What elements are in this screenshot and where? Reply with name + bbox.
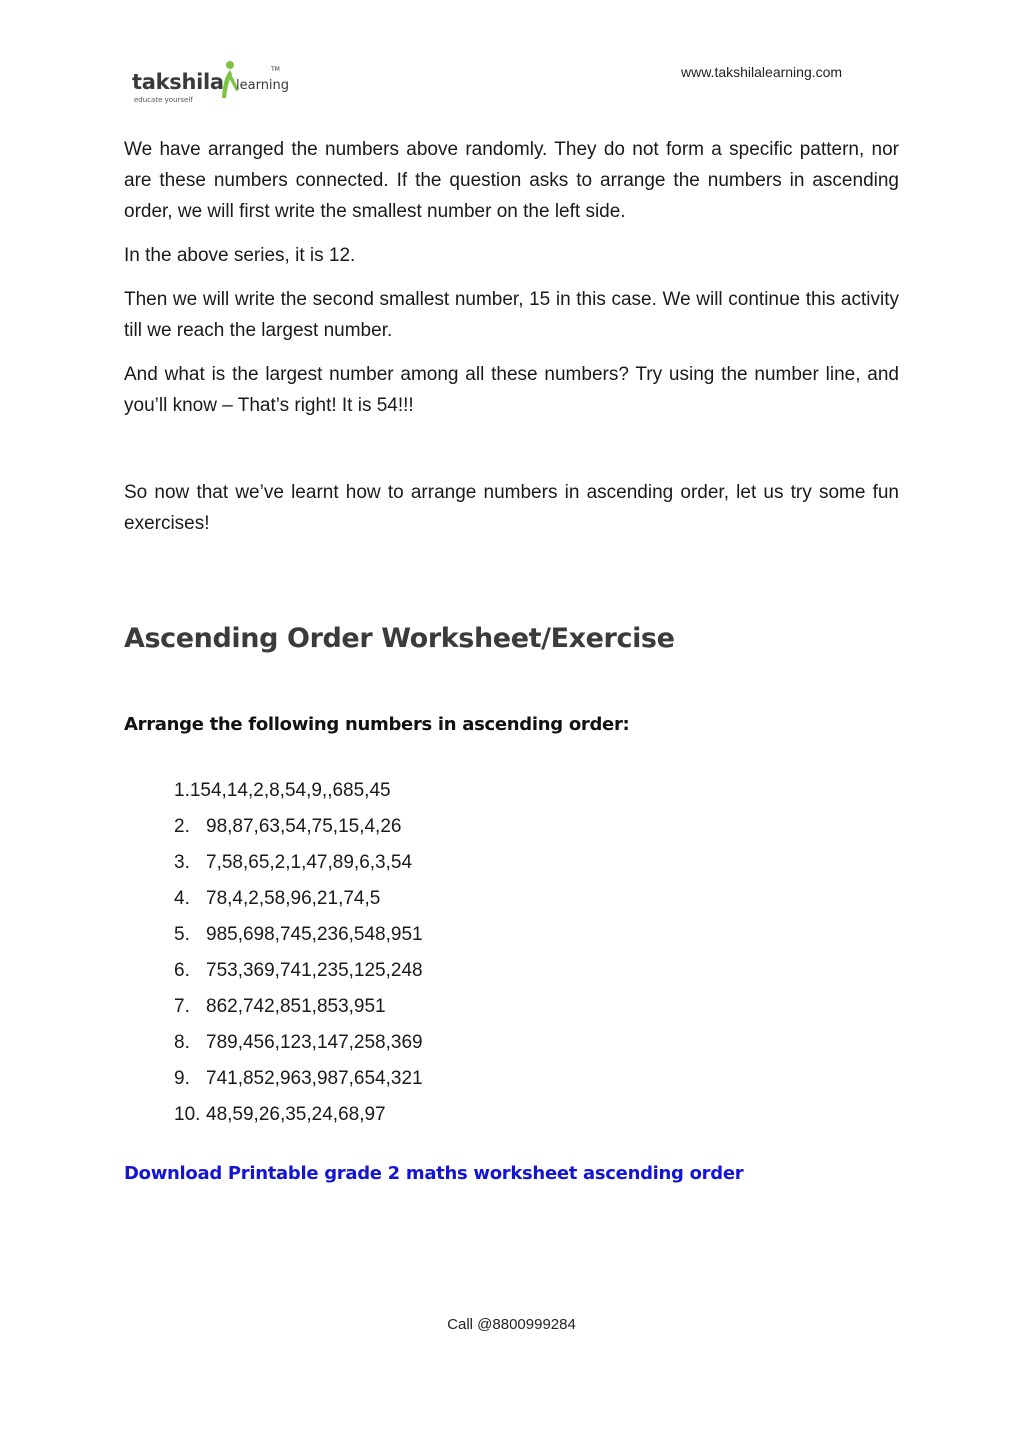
paragraph-smallest: In the above series, it is 12. [124, 245, 356, 266]
exercise-number: 3. [174, 852, 190, 873]
list-item [174, 1025, 899, 1061]
list-item [174, 953, 899, 989]
exercise-number: 9. [174, 1068, 190, 1089]
footer-contact: Call @8800999284 [447, 1316, 576, 1333]
logo-product-text: learning [236, 78, 290, 93]
exercise-number: 10. [174, 1104, 201, 1125]
download-worksheet-link[interactable]: Download Printable grade 2 maths worksheet ascending order [124, 1163, 744, 1184]
list-item [174, 845, 899, 881]
list-item [174, 1097, 899, 1133]
exercise-number: 7. [174, 996, 190, 1017]
exercise-numbers: 98,87,63,54,75,15,4,26 [206, 816, 402, 837]
paragraph-transition: So now that we’ve learnt how to arrange numbers in ascending order, let us try some fun exercises! [124, 482, 899, 534]
paragraph-second-smallest: Then we will write the second smallest number, 15 in this case. We will continue this activity till we reach the largest number. [124, 289, 899, 341]
list-item [174, 809, 899, 845]
list-item [174, 881, 899, 917]
exercise-number: 6. [174, 960, 190, 981]
paragraph-largest: And what is the largest number among all these numbers? Try using the number line, and you’ll know – That’s right! It is 54!!! [124, 364, 899, 416]
paragraph-intro: We have arranged the numbers above randomly. They do not form a specific pattern, nor are these numbers connected. If the question asks to arrange the numbers in ascending order, we will first write the smallest number on the left side. [124, 139, 899, 222]
worksheet-heading: Ascending Order Worksheet/Exercise [124, 623, 675, 654]
exercise-number: 2. [174, 816, 190, 837]
exercise-number: 8. [174, 1032, 190, 1053]
list-item [174, 1061, 899, 1097]
list-item [174, 917, 899, 953]
logo-brand-text: takshila [132, 70, 224, 94]
list-item [174, 989, 899, 1025]
exercise-numbers: 753,369,741,235,125,248 [206, 960, 423, 981]
exercise-numbers: 985,698,745,236,548,951 [206, 924, 423, 945]
exercise-list [124, 773, 899, 1133]
exercise-numbers: 48,59,26,35,24,68,97 [206, 1104, 386, 1125]
exercise-number: 4. [174, 888, 190, 909]
exercise-number: 1. [174, 780, 190, 801]
worksheet-instruction: Arrange the following numbers in ascending order: [124, 714, 630, 735]
document-body [124, 134, 899, 1184]
exercise-numbers: 862,742,851,853,951 [206, 996, 386, 1017]
exercise-numbers: 7,58,65,2,1,47,89,6,3,54 [206, 852, 413, 873]
list-item [174, 773, 899, 809]
exercise-numbers: 741,852,963,987,654,321 [206, 1068, 423, 1089]
exercise-numbers: 154,14,2,8,54,9,,685,45 [189, 780, 391, 801]
logo-trademark: TM [271, 66, 280, 73]
website-link[interactable]: www.takshilalearning.com [681, 64, 843, 80]
exercise-number: 5. [174, 924, 190, 945]
takshila-logo [128, 56, 288, 112]
logo-tagline: educate yourself [134, 96, 193, 104]
exercise-numbers: 789,456,123,147,258,369 [206, 1032, 423, 1053]
exercise-numbers: 78,4,2,58,96,21,74,5 [206, 888, 381, 909]
